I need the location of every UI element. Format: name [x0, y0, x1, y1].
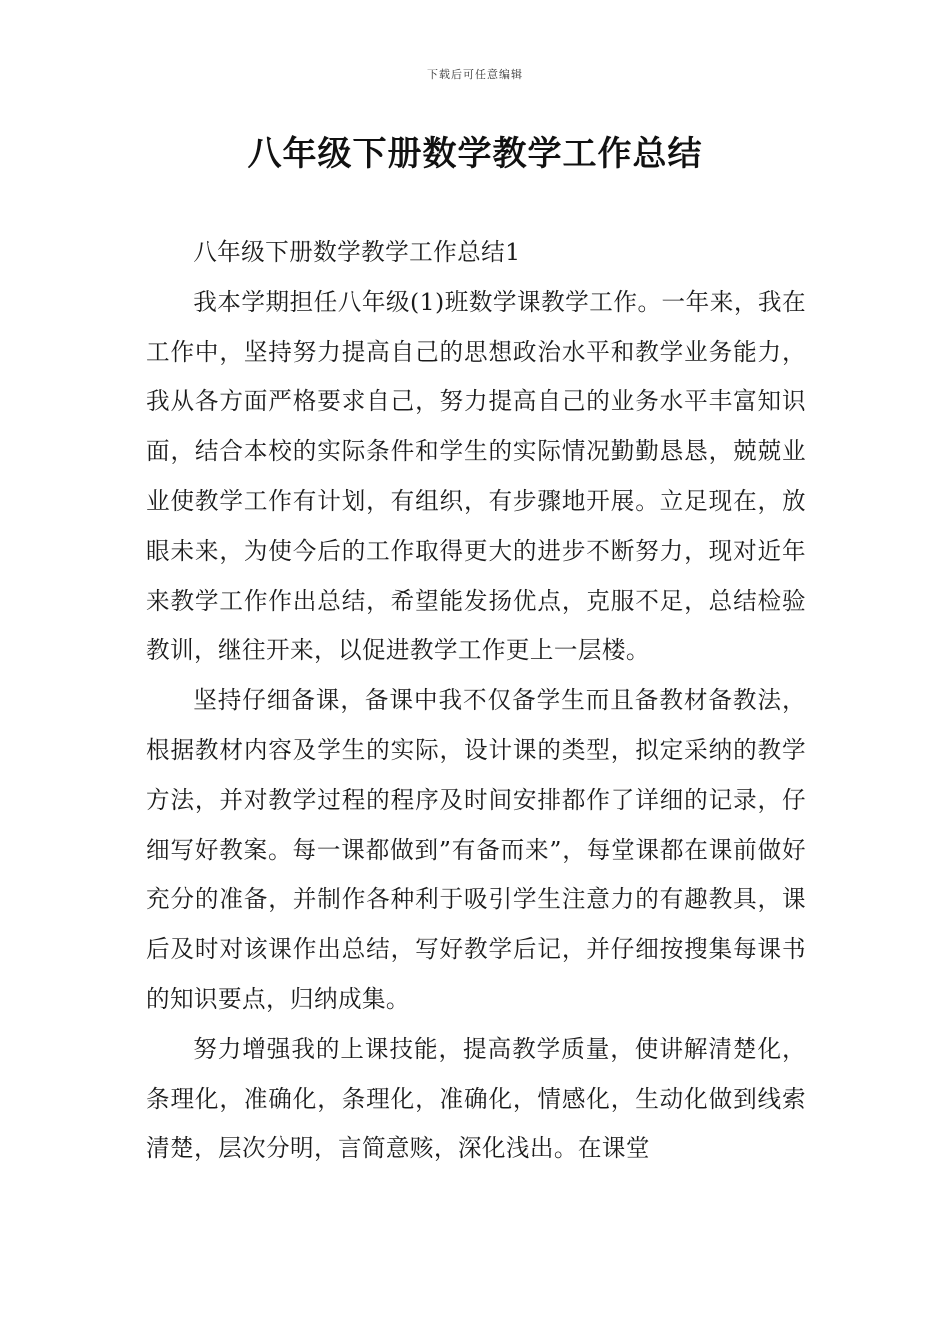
paragraph-teaching-skills: 努力增强我的上课技能，提高教学质量，使讲解清楚化，条理化，准确化，条理化，准确化，情感化，生动化做到线索清楚，层次分明，言简意赅，深化浅出。在课堂	[146, 1034, 806, 1163]
section-heading: 八年级下册数学教学工作总结1	[193, 238, 521, 266]
paragraph-lesson-prep: 坚持仔细备课，备课中我不仅备学生而且备教材备教法，根据教材内容及学生的实际，设计课的类型，拟定采纳的教学方法，并对教学过程的程序及时间安排都作了详细的记录，仔细写好教案。每一课都做到”有备而来”，每堂课都在课前做好充分的准备，并制作各种利于吸引学生注意力的有趣教具，课后及时对该课作出总结，写好教学后记，并仔细按搜集每课书的知识要点，归纳成集。	[146, 686, 806, 1013]
header-note: 下载后可任意编辑	[427, 68, 523, 81]
document-body	[146, 228, 806, 1174]
paragraph-intro: 我本学期担任八年级(1)班数学课教学工作。一年来，我在工作中，坚持努力提高自己的思想政治水平和教学业务能力，我从各方面严格要求自己，努力提高自己的业务水平丰富知识面，结合本校的实际条件和学生的实际情况勤勤恳恳，兢兢业业使教学工作有计划，有组织，有步骤地开展。立足现在，放眼未来，为使今后的工作取得更大的进步不断努力，现对近年来教学工作作出总结，希望能发扬优点，克服不足，总结检验教训，继往开来，以促进教学工作更上一层楼。	[146, 287, 806, 665]
document-title: 八年级下册数学教学工作总结	[247, 134, 703, 174]
